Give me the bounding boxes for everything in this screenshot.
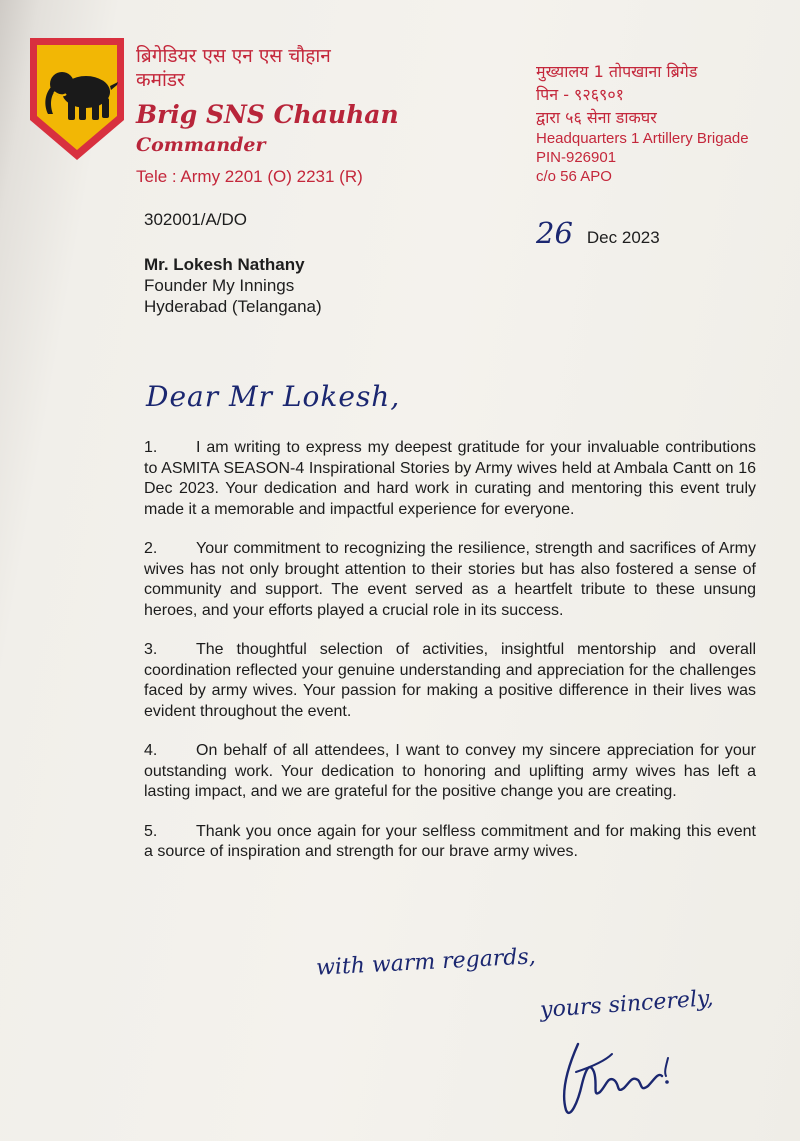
paragraph-number: 4. bbox=[144, 742, 158, 759]
pin-english: PIN-926901 bbox=[536, 149, 617, 166]
pin-hindi: पिन - ९२६९०१ bbox=[536, 85, 624, 104]
hindi-name: ब्रिगेडियर एस एन एस चौहान bbox=[136, 45, 331, 67]
letterhead-left bbox=[136, 44, 436, 188]
letter-body bbox=[144, 430, 756, 863]
letterhead-right bbox=[536, 60, 796, 186]
paragraph-number: 5. bbox=[144, 822, 158, 840]
paragraph-5 bbox=[144, 822, 756, 863]
closing-regards: with warm regards, bbox=[315, 944, 537, 981]
telephone: Tele : Army 2201 (O) 2231 (R) bbox=[136, 167, 363, 186]
addressee-line2: Founder My Innings bbox=[144, 276, 295, 295]
addressee-line3: Hyderabad (Telangana) bbox=[144, 297, 322, 316]
salutation: Dear Mr Lokesh, bbox=[146, 380, 401, 413]
addressee-name: Mr. Lokesh Nathany bbox=[144, 255, 305, 274]
paragraph-3 bbox=[144, 640, 756, 722]
letter-date bbox=[536, 216, 660, 250]
hq-english: Headquarters 1 Artillery Brigade bbox=[536, 130, 749, 147]
date-month-year: Dec 2023 bbox=[586, 228, 660, 247]
handwritten-signature bbox=[548, 1032, 698, 1122]
paragraph-1 bbox=[144, 438, 756, 520]
closing-sincerely: yours sincerely, bbox=[539, 985, 715, 1024]
paragraph-number: 3. bbox=[144, 641, 158, 658]
paragraph-2 bbox=[144, 539, 756, 621]
date-day: 26 bbox=[536, 216, 573, 250]
paragraph-number: 1. bbox=[144, 439, 158, 456]
paragraph-number: 2. bbox=[144, 540, 158, 557]
elephant-emblem-icon bbox=[28, 36, 126, 162]
sender-title: Commander bbox=[136, 134, 266, 156]
paragraph-text: On behalf of all attendees, I want to convey my sincere appreciation for your outstanding work. Your dedication to honoring and uplifting army wives has left a lasting impact, and we are grateful for the positive change you are creating. bbox=[144, 742, 756, 800]
apo-hindi: द्वारा ५६ सेना डाकघर bbox=[536, 108, 657, 127]
reference-number: 302001/A/DO bbox=[144, 210, 248, 229]
sender-name: Brig SNS Chauhan bbox=[136, 100, 399, 129]
apo-english: c/o 56 APO bbox=[536, 168, 612, 185]
addressee-block bbox=[144, 254, 322, 317]
hq-hindi: मुख्यालय 1 तोपखाना ब्रिगेड bbox=[536, 62, 698, 81]
hindi-title: कमांडर bbox=[136, 69, 185, 91]
paragraph-text: I am writing to express my deepest gratitude for your invaluable contributions to ASMITA SEASON-4 Inspirational Stories by Army wives held at Ambala Cantt on 16 Dec 2023. Your dedication and hard work in curating and mentoring this event truly made it a memorable and impactful experience for everyone. bbox=[144, 439, 756, 518]
paragraph-text: Thank you once again for your selfless commitment and for making this event a source of inspiration and strength for our brave army wives. bbox=[144, 822, 756, 860]
paragraph-text: Your commitment to recognizing the resilience, strength and sacrifices of Army wives has not only brought attention to their stories but has also fostered a sense of community and support. The event served as a heartfelt tribute to these unsung heroes, and your efforts played a crucial role in its success. bbox=[144, 540, 756, 619]
paragraph-text: The thoughtful selection of activities, insightful mentorship and overall coordination reflected your genuine understanding and appreciation for the challenges faced by army wives. Your passion for making a positive difference in their lives was evident throughout the event. bbox=[144, 641, 756, 720]
paragraph-4 bbox=[144, 741, 756, 803]
